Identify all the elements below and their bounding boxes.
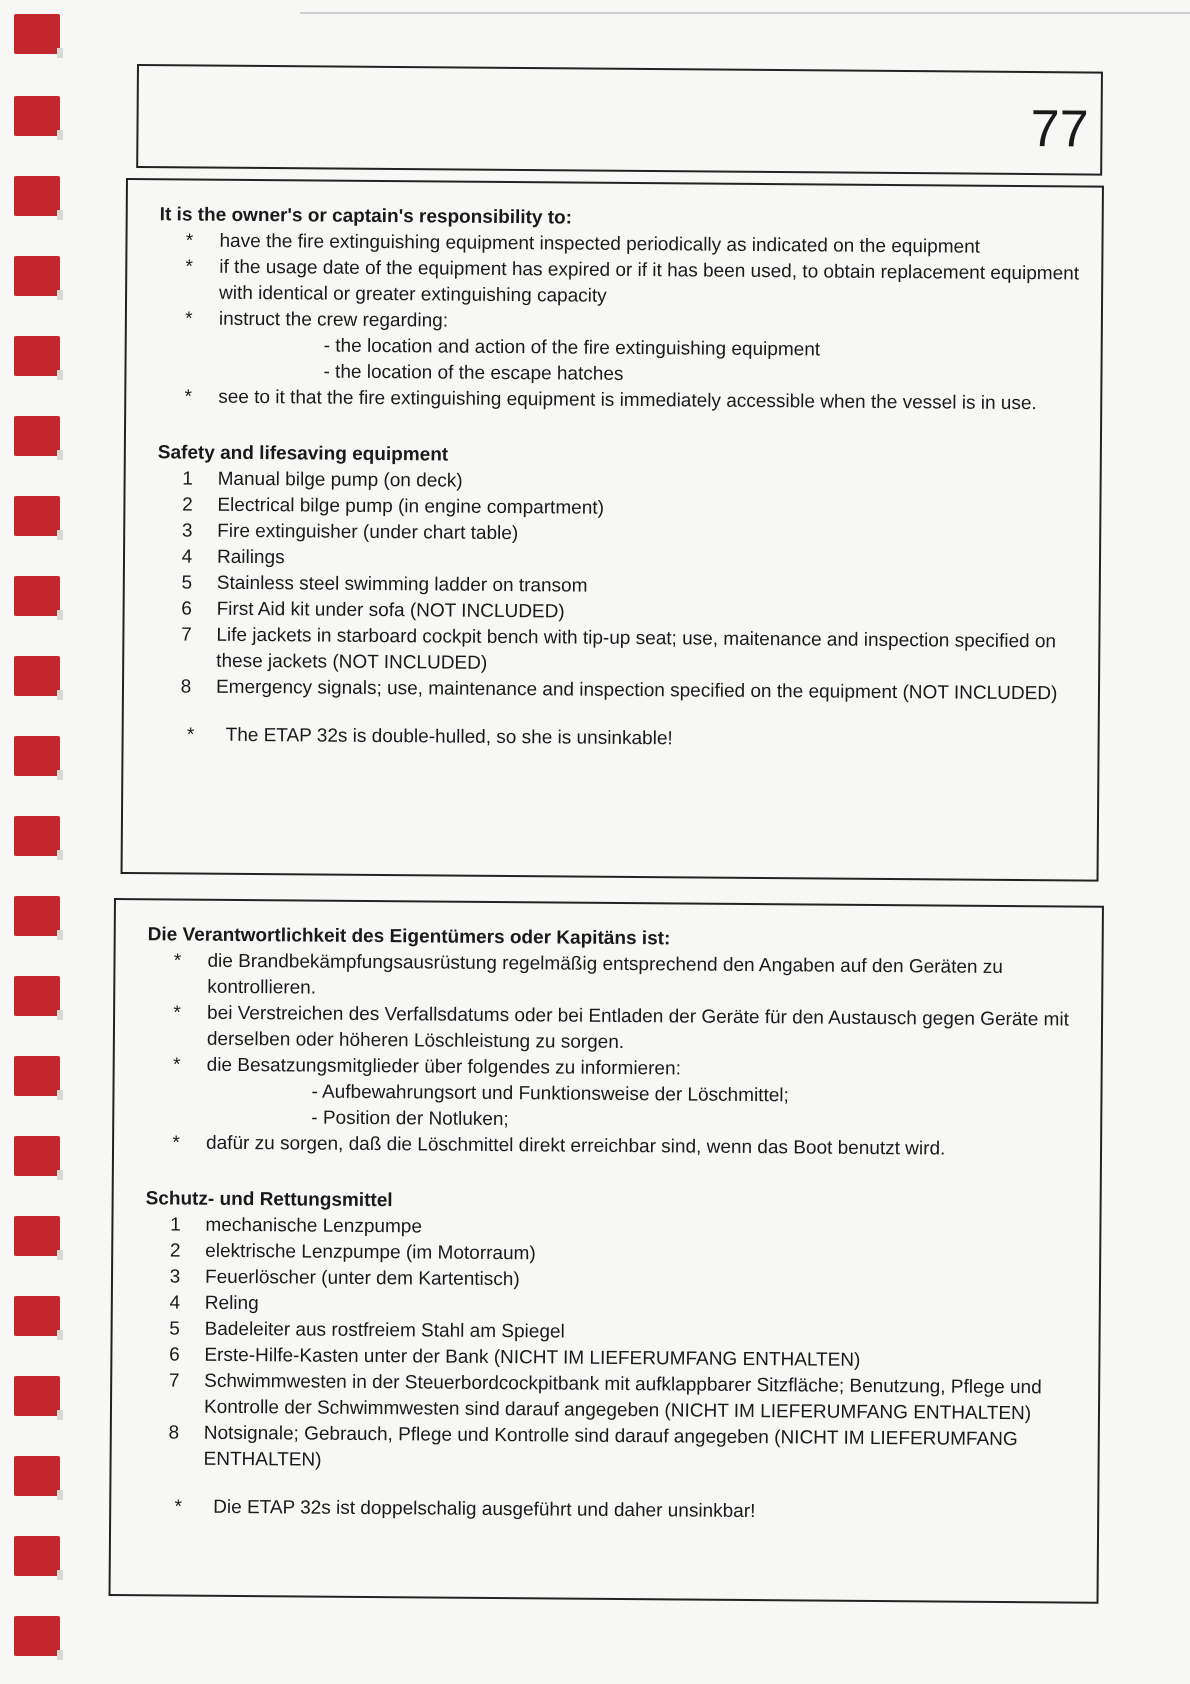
binding-hole (14, 1136, 60, 1176)
binding-hole (14, 1376, 60, 1416)
equipment-item: 3 Fire extinguisher (under chart table) (181, 520, 519, 545)
sub-item: - the location of the escape hatches (323, 361, 624, 385)
equipment-item: 8 Emergency signals; use, maintenance and inspection specified on the equipment (NOT INCLUDED) (180, 676, 1058, 705)
equipment-item: 5 Stainless steel swimming ladder on transom (181, 572, 588, 597)
binding-hole (14, 736, 60, 776)
binding-hole (14, 1456, 60, 1496)
binding-hole (14, 1296, 60, 1336)
binding-hole (14, 416, 60, 456)
equipment-item: 4 Reling (169, 1292, 259, 1315)
top-rule (300, 12, 1190, 14)
equipment-item: 6 First Aid kit under sofa (NOT INCLUDED) (181, 598, 565, 623)
page-number: 77 (1030, 100, 1089, 159)
german-panel (109, 898, 1104, 1604)
binding-hole (14, 14, 60, 54)
english-panel (121, 178, 1104, 882)
equipment-item: 6 Erste-Hilfe-Kasten unter der Bank (NICHT IM LIEFERUMFANG ENTHALTEN) (169, 1344, 861, 1371)
equipment-item: 1 mechanische Lenzpumpe (170, 1214, 423, 1238)
spiral-binding (14, 0, 64, 1684)
page-number-box (136, 64, 1103, 176)
binding-hole (14, 336, 60, 376)
note: * Die ETAP 32s ist doppelschalig ausgeführt und daher unsinkbar! (174, 1496, 756, 1523)
equipment-item: 5 Badeleiter aus rostfreiem Stahl am Spiegel (169, 1318, 565, 1343)
binding-hole (14, 816, 60, 856)
responsibility-heading: It is the owner's or captain's responsibility to: (159, 204, 573, 229)
sub-item: - Aufbewahrungsort und Funktionsweise der Löschmittel; (311, 1081, 789, 1107)
equipment-item: 4 Railings (181, 546, 285, 569)
binding-hole (14, 1536, 60, 1576)
list-item: * die Brandbekämpfungsausrüstung regelmäßig entsprechend den Angaben auf den Geräten zu kontrollieren. (173, 950, 1003, 999)
list-item: * instruct the crew regarding: (185, 308, 449, 332)
list-item: * bei Verstreichen des Verfallsdatums oder bei Entladen der Geräte für den Austausch gegen Geräte mit derselben oder höheren Löschleistung zu sorgen. (173, 1002, 1070, 1054)
responsibility-heading: Die Verantwortlichkeit des Eigentümers oder Kapitäns ist: (147, 924, 671, 950)
binding-hole (14, 576, 60, 616)
binding-hole (14, 1216, 60, 1256)
sub-item: - the location and action of the fire extinguishing equipment (323, 335, 821, 361)
binding-hole (14, 656, 60, 696)
equipment-heading: Safety and lifesaving equipment (157, 442, 449, 466)
list-item: * dafür zu sorgen, daß die Löschmittel direkt erreichbar sind, wenn das Boot benutzt wird. (172, 1132, 946, 1160)
binding-hole (14, 496, 60, 536)
equipment-item: 1 Manual bilge pump (on deck) (182, 468, 463, 492)
list-item: * if the usage date of the equipment has expired or if it has been used, to obtain replacement equipment with identical or greater extinguishing capacity (185, 256, 1080, 307)
list-item: * have the fire extinguishing equipment inspected periodically as indicated on the equipment (185, 230, 981, 258)
note: * The ETAP 32s is double-hulled, so she is unsinkable! (186, 724, 673, 750)
equipment-item: 7 Schwimmwesten in der Steuerbordcockpitbank mit aufklappbarer Sitzfläche; Benutzung, Pflege und Kontrolle der Schwimmwesten sind darauf angegeben (NICHT IM LIEFERUMFANG ENTHALTEN) (168, 1370, 1042, 1425)
binding-hole (14, 256, 60, 296)
equipment-item: 2 Electrical bilge pump (in engine compartment) (182, 494, 605, 519)
sub-item: - Position der Notluken; (311, 1107, 509, 1131)
binding-hole (14, 176, 60, 216)
list-item: * die Besatzungsmitglieder über folgendes zu informieren: (172, 1054, 681, 1080)
binding-hole (14, 896, 60, 936)
binding-hole (14, 1056, 60, 1096)
equipment-heading: Schutz- und Rettungsmittel (145, 1188, 393, 1212)
equipment-item: 3 Feuerlöscher (unter dem Kartentisch) (169, 1266, 520, 1291)
binding-hole (14, 96, 60, 136)
binding-hole (14, 1616, 60, 1656)
equipment-item: 2 elektrische Lenzpumpe (im Motorraum) (169, 1240, 536, 1265)
list-item: * see to it that the fire extinguishing equipment is immediately accessible when the vessel is in use. (184, 386, 1037, 415)
equipment-item: 8 Notsignale; Gebrauch, Pflege und Kontrolle sind darauf angegeben (NICHT IM LIEFERUMFANG ENTHALTEN) (168, 1422, 1018, 1471)
equipment-item: 7 Life jackets in starboard cockpit bench with tip-up seat; use, maitenance and inspection specified on these jackets (NOT INCLUDED) (181, 624, 1057, 674)
binding-hole (14, 976, 60, 1016)
